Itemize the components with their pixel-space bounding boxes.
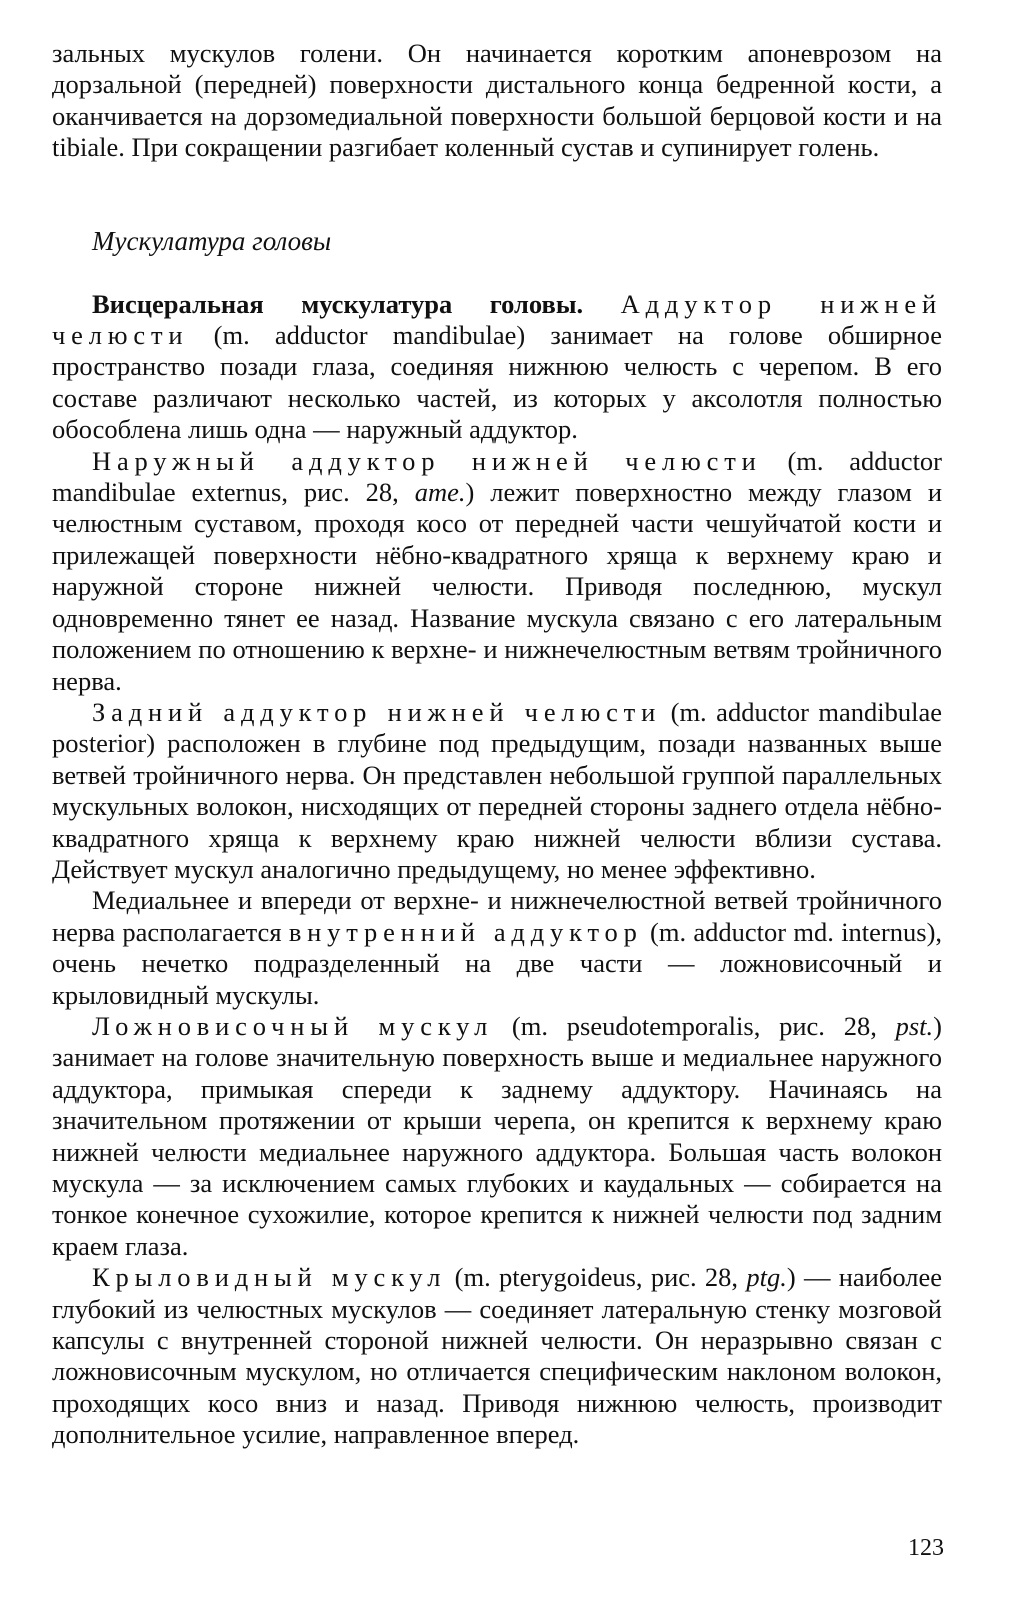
paragraph-lead: Висцеральная мускулатура головы. [92, 288, 584, 319]
paragraph-external-adductor: Наружный аддуктор нижней челюсти (m. adductor mandibulae externus, рис. 28, ame.) лежит поверхностно между глазом и челюстным суставом, проходя косо от передней части чешуйчатой кости и прилежащей поверхности нёбно-квадратного хряща к верхнему краю и наружной стороне нижней челюсти. Приводя последнюю, мускул одновременно тянет ее назад. Название мускула связано с его латеральным положением по отношению к верхне- и нижнечелюстным ветвям тройничного нерва. [52, 445, 943, 696]
paragraph-continuation: зальных мускулов голени. Он начинается коротким апоневрозом на дорзальной (передней) поверхности дистального конца бедренной кости, а оканчивается на дорзомедиальной поверхности большой берцовой кости и на tibiale. При сокращении разгибает коленный сустав и супинирует голень. [52, 38, 942, 163]
figure-abbreviation: pst. [895, 1010, 934, 1041]
term-spaced: Наружный аддуктор нижней челюсти [92, 445, 762, 476]
figure-abbreviation: ptg. [746, 1262, 787, 1293]
section-heading: Мускулатура головы [92, 225, 332, 256]
figure-abbreviation: ame. [414, 477, 466, 508]
term-spaced: Ложновисочный мускул [92, 1010, 494, 1041]
paragraph-pterygoideus: Крыловидный мускул (m. pterygoideus, рис. 28, ptg.) — наиболее глубокий из челюстных мускулов — соединяет латеральную стенку мозговой капсулы с внутренней стороной нижней челюсти. Он неразрывно связан с ложновисочным мускулом, но отличается специфическим наклоном волокон, проходящих косо вниз и назад. Приводя нижнюю челюсть, производит дополнительное усилие, направленное вперед. [52, 1262, 942, 1450]
term-spaced: Крыловидный мускул [92, 1262, 447, 1293]
term-spaced: Аддуктор нижней челюсти [52, 288, 943, 351]
term-spaced: внутренний аддуктор [288, 916, 643, 947]
paragraph-visceral-musculature: Висцеральная мускулатура головы. Аддуктор нижней челюсти (m. adductor mandibulae) занимает на голове обширное пространство позади глаза, соединяя нижнюю челюсть с черепом. В его составе различают несколько частей, из которых у аксолотля полностью обособлена лишь одна — наружный аддуктор. [52, 288, 943, 445]
page-number: 123 [908, 1535, 944, 1561]
paragraph-pseudotemporalis: Ложновисочный мускул (m. pseudotemporalis, рис. 28, pst.) занимает на голове значительную поверхность выше и медиальнее наружного аддуктора, примыкая спереди к заднему аддуктору. Начинаясь на значительном протяжении от крыши черепа, он крепится к верхнему краю нижней челюсти медиальнее наружного аддуктора. Большая часть волокон мускула — за исключением самых глубоких и каудальных — собирается на тонкое конечное сухожилие, которое крепится к нижней челюсти под задним краем глаза. [52, 1010, 942, 1261]
paragraph-internal-adductor: Медиальнее и впереди от верхне- и нижнечелюстной ветвей тройничного нерва располагается внутренний аддуктор (m. adductor md. internus), очень нечетко подразделенный на две части — ложновисочный и крыловидный мускулы. [52, 885, 943, 1010]
term-spaced: Задний аддуктор нижней челюсти [92, 696, 662, 727]
paragraph-posterior-adductor: Задний аддуктор нижней челюсти (m. adductor mandibulae posterior) расположен в глубине под предыдущим, позади названных выше ветвей тройничного нерва. Он представлен небольшой группой параллельных мускульных волокон, нисходящих от передней стороны заднего отдела нёбно-квадратного хряща к верхнему краю нижней челюсти вблизи сустава. Действует мускул аналогично предыдущему, но менее эффективно. [52, 696, 943, 884]
